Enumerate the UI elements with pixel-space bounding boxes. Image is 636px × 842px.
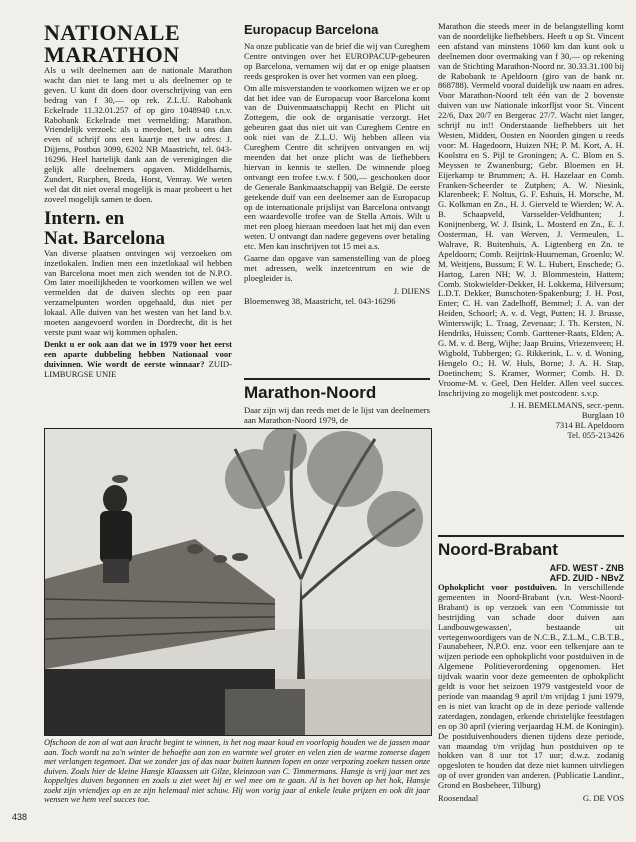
afd-zuid-label: AFD. ZUID - NBvZ xyxy=(549,573,624,583)
europacup-para3: Gaarne dan opgave van samenstelling van de ploeg met adressen, welk inzetcentrum en wie de ploegleider is. xyxy=(244,253,430,283)
bemelmans-city: 7314 BL Apeldoorn xyxy=(555,420,624,431)
marathon-noord-section xyxy=(244,378,430,428)
column-europacup xyxy=(244,22,430,374)
bemelmans-signature: J. H. BEMELMANS, secr.-penn. xyxy=(510,400,624,411)
europacup-para2: Om alle misverstanden te voorkomen wijzen we er op dat het idee van de Europacup voor Barcelona komt van de Duivenmaatschappij Recht en Plicht uit Zottegem, die ook de organisatie verzorgt. Het gebeuren gaat dus niet uit van Cureghem Centre en ook niet van de Z.L.U. Wij hebben alleen via Cureghem Centre dit schrijven ontvangen en wij meenden dat het onze plicht was de liefhebbers hiervan in kennis te stellen. De winnende ploeg ontvangt een trofee t.w.v. f 500,— geschonken door de Generale Bankmaatschappij van België. De eerste getekende duif van een deelnemer aan de Europacup op de internationale prijslijst van Barcelona ontvangt een waardevolle trofee van de Stella Artois. Wilt u met een ploeg hieraan meedoen laat het mij dan even weten. U ontvangt dan nadere gegevens over betaling etc. Men kan inschrijven tot 15 mei a.s. xyxy=(244,82,430,252)
noord-brabant-title: Noord-Brabant xyxy=(438,540,558,559)
column-nationale-marathon xyxy=(44,22,232,402)
afd-west-label: AFD. WEST - ZNB xyxy=(549,563,624,573)
section-divider xyxy=(244,378,430,380)
ophokplicht-text: Ophokplicht voor postduiven. In verschillende gemeenten in Noord-Brabant (v.n. West-Noord-Brabant) is op verzoek van een 'Commissie tot bestrijding van schade door duiven aan Landbouwgewassen', bestaande uit vertegenwoordigers van de N.C.B., Z.L.M., C.B.T.B., Faunabeheer, N.P.O. enz. voor een telkenjare aan te wijzen periode een ophokplicht voor postduiven in de Algemene Politieverordening opgenomen. Het tijdvak waarin voor deze gemeenten de ophokplicht geldt is voor het seizoen 1979 vastgesteld voor de periode van maandag 9 april t/m vrijdag 1 juni 1979, en is niet van kracht op de in deze periode vallende zaterdagen, zondagen, erkende christelijke feestdagen en op 30 april (viering verjaardag H.M. de Koningin). De postduivenhouders dienen tijdens deze periode, van maandag t/m vrijdag hun postduiven op te hokken van 8 uur tot 17 uur; d.w.z. zodanig opgesloten te houden dat deze niet kunnen uitvliegen op of over gronden van anderen. (Publicatie Landinr., Grond en Bosbeheer, Tilburg) xyxy=(438,582,624,791)
section-divider xyxy=(438,535,624,537)
barcelona-title: Nat. Barcelona xyxy=(44,227,166,249)
intern-title: Intern. en xyxy=(44,207,125,229)
photo-illustration xyxy=(45,429,431,735)
europacup-signature: J. DIJENS xyxy=(393,285,430,296)
barcelona-text: Van diverse plaatsen ontvingen wij verzoeken om inzetlokalen. Indien men een inzetlokaal wil hebben van Barcelona moet men zich wenden tot de N.P.O. Om later moeilijkheden te voorkomen willen we wel vermelden dat de duiven slechts op een paar verzamelpunten worden opgehaald, dus niet per lokaal. Alle duiven van het westen van het land b.v. moeten aangevoerd worden in Dordrecht, dit is het verste punt waar wij kommen ophalen. xyxy=(44,247,232,337)
marathon-noord-intro: Daar zijn wij dan reeds met de le lijst van deelnemers aan Marathon-Noord 1979, de xyxy=(244,405,430,425)
bemelmans-phone: Tel. 055-213426 xyxy=(567,430,624,441)
noord-brabant-section xyxy=(438,535,624,825)
nationale-title: NATIONALE xyxy=(44,22,181,45)
footer-author: G. DE VOS xyxy=(582,793,624,804)
europacup-title: Europacup Barcelona xyxy=(244,22,379,37)
boy-with-pigeons-photo xyxy=(44,428,432,736)
footer-location: Roosendaal xyxy=(438,793,479,804)
europacup-address: Bloemenweg 38, Maastricht, tel. 043-16296 xyxy=(244,295,396,306)
photo-caption: Ofschoon de zon al wat aan kracht begint te winnen, is het nog maar koud en voorlopig houden we de jassen maar aan. Toch wordt na zo'n winter de behoefte aan zon en warmte wel groter en velen zien de warme zomerse dagen met verlangen tegemoet. Dat we zonder jas of das naar buiten kunnen lopen en onze verpozing zoeken tussen onze duiven. Zoals hier de kleine Hansje Klaassen uit Gilze, kleinzoon van C. Timmermans. Hansje is vrij jaar met zes koppeltjes duiven begonnen en zoals u ziet weet hij er wel mee om te gaan. Al is het boven op het hok, Hansje zoekt zijn vriendjes op en ze zijn helemaal niet schuw. Hij won vorig jaar al enkele leuke prijzen en ook dit jaar wensen we hem veel succes toe. xyxy=(44,738,430,804)
column-marathon-noord-list xyxy=(438,22,624,532)
marathon-noord-participants: Marathon die steeds meer in de belangstelling komt van de noordelijke liefhebbers. Heeft u op St. Vincent een afstand van minstens 1060 km dan kunt ook u deelnemen door overmaking van f 30,— op rekening van de Stichting Marathon-Noord nr. 30.33.31.100 bij de Rabobank te Apeldoorn (giro van de bank nr. 868788). Vermeld vooral duidelijk uw naam en adres. Voor Marathon-Noord telt één van de 2 bovenste duiven van uw Nationale inkorfljst voor St. Vincent 22/6, Dax 20/7 en Bergerac 27/7. Wacht niet langer, schrijf nu in!! Onderstaande liefhebbers uit het Westen, Midden, Oosten en Noorden gingen u reeds voor: M. Hagedoorn, Huizen NH; P. M. Kort, A. H. Koolstra en S. Pijl te Groningen; A. C. Blom en S. Meyssen te Zwanenburg; Gebr. Bloemen en H. Eijerkamp te Brummen; A. H. Hazelaar en Comb. Franken-Scheerder te Zutphen; A. W. Niesink, Klarenbeek; F. Noltus, G. F. Eshuis, H. Morsche, M. G. Kolkman en Zn., H. J. Gierveld te Wierden; W. A. B. Schaapveld, Varsselder-Veldhunten; J. Konijnenberg, W. J. Ilsink, L. Mosterd en Zn., E. J. Oosterman, H. van Werven, J. Vermeulen, L. Walrave, R. Buitenhuis, A. Ligtenberg en Zn. te Apeldoorn; Comb. Reijrink-Huurneman, Groenlo; W. M. Weitjens, Bussum; F. W. L. Hubert, Enschede; G. Hartog, Laren NH; W. J. Blommestein, Hattem; Comb. Stokwielder-Dekker, H. Lokkema, Hilversum; L.D.T. Dekker, Bunschoten-Spakenburg; J. H. Post, Enter; C. H. van Zadelhoff, Bemmel; J. A. van der Heiden, Schoorl; A. v. d. Vegt, Putten; H. J. Brusse, Winterswijk; L. Traag, Zevenaar; J. Th. Kersten, N. Hendriks, Huissen; Comb. Garttener-Raats, Elden; A. G. M. v. d. Berg, Wijhe; Jaap Bruins, Vriezenveen; H. Wigbold, Tubbergen; G. Rikkerink, L. v. d. Woning, Hengelo O.; H. W. Huls, Borne; J. A. H. Stap, Doetinchem; S. Kramer, Wormer; Comb. H. D. Vroome-M. v. Geel, Den Helder. Allen veel succes. Inschrijving zo mogelijk met postcodenr. s.v.p. xyxy=(438,22,624,398)
duivinnen-note: Denkt u er ook aan dat we in 1979 voor het eerst een aparte dubbeling hebben Nationaal voor duivinnen. Wie wordt de eerste winnaar? ZUID-LIMBURGSE UNIE xyxy=(44,338,232,379)
marathon-title: MARATHON xyxy=(44,42,180,67)
marathon-noord-title: Marathon-Noord xyxy=(244,383,377,402)
bemelmans-street: Burglaan 10 xyxy=(581,410,624,421)
page-number: 438 xyxy=(12,812,28,822)
nationale-marathon-text: Als u wilt deelnemen aan de nationale Marathon wacht dan niet te lang met u als deelnemer op te geven. U kunt dit doen door overschrijving van een bedrag van f 30,— op rek. Z.L.U. Rabobank Eckelrade 11.32.01.257 of op giro 1048940 t.n.v. Rabobank Eckelrade met vermelding: Marathon. Vriendelijk verzoek: als u meedoet, belt u ons dan even of schrijf ons een kaartje met uw adres: J. Dijjens, Postbus 3099, 6202 NB Maastricht, tel. 043-16296. Heel hartelijk dank aan de verenigingen die gelijk alle deelnemers opgaven. Middelharnis, Zundert, Rucphen, Breda, Horst, Venray. We weten wel dat dit niet overal mogelijk is maar probeert u het zoveel mogelijk samen te doen. xyxy=(44,65,232,204)
europacup-para1: Na onze publicatie van de brief die wij van Cureghem Centre ontvingen over het EUROPACUP-gebeuren op Barcelona, vernamen wij dat er op enige plaatsen reeds gesproken is over het vormen van een ploeg. xyxy=(244,41,430,81)
noord-brabant-footer xyxy=(438,793,624,803)
ophokplicht-lead: Ophokplicht voor postduiven. xyxy=(438,582,558,592)
zlu-signature: ZUID-LIMBURGSE UNIE xyxy=(44,358,232,379)
